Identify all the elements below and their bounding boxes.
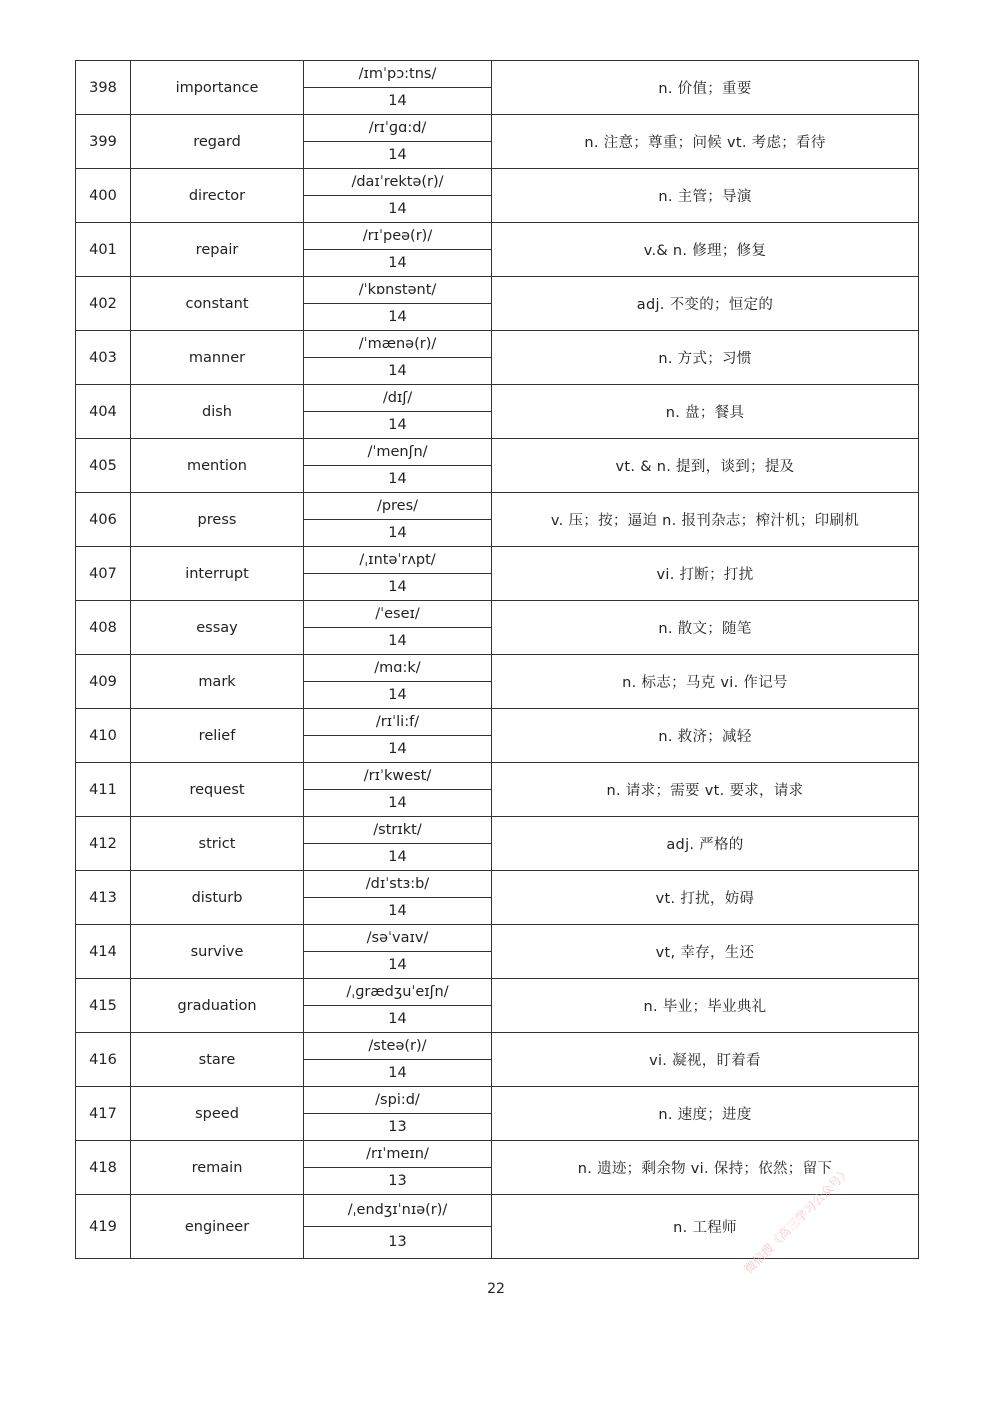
vocab-row <box>76 223 919 250</box>
entry-phonetic: /dɪˈstɜ:b/ <box>304 871 492 898</box>
entry-phonetic: /ˌɪntəˈrʌpt/ <box>304 547 492 574</box>
entry-phonetic: /strɪkt/ <box>304 817 492 844</box>
entry-meaning: n. 请求；需要 vt. 要求，请求 <box>492 763 919 817</box>
vocabulary-table <box>75 60 919 1259</box>
entry-phonetic: /səˈvaɪv/ <box>304 925 492 952</box>
entry-phonetic: /mɑ:k/ <box>304 655 492 682</box>
entry-phonetic: /ɪmˈpɔ:tns/ <box>304 61 492 88</box>
entry-meaning: n. 遗迹；剩余物 vi. 保持；依然；留下 <box>492 1141 919 1195</box>
entry-frequency: 14 <box>304 466 492 493</box>
entry-word: mark <box>131 655 304 709</box>
entry-number: 401 <box>76 223 131 277</box>
entry-word: press <box>131 493 304 547</box>
entry-phonetic: /ˌɡrædʒuˈeɪʃn/ <box>304 979 492 1006</box>
entry-frequency: 14 <box>304 1060 492 1087</box>
vocab-row <box>76 439 919 466</box>
entry-word: importance <box>131 61 304 115</box>
entry-number: 404 <box>76 385 131 439</box>
entry-word: repair <box>131 223 304 277</box>
entry-frequency: 14 <box>304 898 492 925</box>
vocab-row <box>76 169 919 196</box>
entry-word: relief <box>131 709 304 763</box>
entry-frequency: 14 <box>304 304 492 331</box>
vocab-row <box>76 331 919 358</box>
entry-phonetic: /daɪˈrektə(r)/ <box>304 169 492 196</box>
entry-number: 398 <box>76 61 131 115</box>
entry-number: 412 <box>76 817 131 871</box>
entry-frequency: 14 <box>304 628 492 655</box>
entry-number: 406 <box>76 493 131 547</box>
entry-meaning: vi. 打断；打扰 <box>492 547 919 601</box>
vocab-row <box>76 979 919 1006</box>
entry-meaning: adj. 严格的 <box>492 817 919 871</box>
entry-meaning: n. 救济；减轻 <box>492 709 919 763</box>
watermark: 微信搜《高三学习公众号》 <box>741 1164 854 1277</box>
entry-number: 410 <box>76 709 131 763</box>
entry-word: speed <box>131 1087 304 1141</box>
entry-word: interrupt <box>131 547 304 601</box>
entry-frequency: 13 <box>304 1168 492 1195</box>
entry-phonetic: /ˌendʒɪˈnɪə(r)/ <box>304 1195 492 1227</box>
entry-number: 411 <box>76 763 131 817</box>
entry-number: 408 <box>76 601 131 655</box>
entry-meaning: n. 注意；尊重；问候 vt. 考虑；看待 <box>492 115 919 169</box>
entry-frequency: 14 <box>304 88 492 115</box>
vocab-row <box>76 61 919 88</box>
entry-phonetic: /ˈeseɪ/ <box>304 601 492 628</box>
entry-meaning: v.& n. 修理；修复 <box>492 223 919 277</box>
entry-number: 415 <box>76 979 131 1033</box>
entry-number: 414 <box>76 925 131 979</box>
entry-phonetic: /rɪˈli:f/ <box>304 709 492 736</box>
entry-number: 416 <box>76 1033 131 1087</box>
entry-meaning: n. 标志；马克 vi. 作记号 <box>492 655 919 709</box>
entry-frequency: 14 <box>304 412 492 439</box>
entry-frequency: 14 <box>304 952 492 979</box>
entry-phonetic: /dɪʃ/ <box>304 385 492 412</box>
entry-phonetic: /ˈkɒnstənt/ <box>304 277 492 304</box>
entry-frequency: 14 <box>304 520 492 547</box>
entry-meaning: v. 压；按；逼迫 n. 报刊杂志；榨汁机；印刷机 <box>492 493 919 547</box>
vocab-row <box>76 277 919 304</box>
entry-word: director <box>131 169 304 223</box>
vocab-row <box>76 655 919 682</box>
entry-meaning: n. 毕业；毕业典礼 <box>492 979 919 1033</box>
entry-number: 413 <box>76 871 131 925</box>
vocab-row <box>76 547 919 574</box>
entry-word: manner <box>131 331 304 385</box>
entry-frequency: 14 <box>304 142 492 169</box>
entry-word: request <box>131 763 304 817</box>
vocab-row <box>76 493 919 520</box>
entry-meaning: n. 盘；餐具 <box>492 385 919 439</box>
entry-phonetic: /pres/ <box>304 493 492 520</box>
vocab-row <box>76 1033 919 1060</box>
entry-word: essay <box>131 601 304 655</box>
vocab-row <box>76 1087 919 1114</box>
entry-phonetic: /spi:d/ <box>304 1087 492 1114</box>
entry-meaning: n. 价值；重要 <box>492 61 919 115</box>
entry-frequency: 14 <box>304 844 492 871</box>
entry-phonetic: /ˈmænə(r)/ <box>304 331 492 358</box>
vocabulary-table-body <box>76 61 919 1259</box>
entry-phonetic: /rɪˈpeə(r)/ <box>304 223 492 250</box>
entry-frequency: 14 <box>304 196 492 223</box>
entry-number: 407 <box>76 547 131 601</box>
entry-meaning: n. 散文；随笔 <box>492 601 919 655</box>
entry-frequency: 14 <box>304 1006 492 1033</box>
entry-frequency: 13 <box>304 1227 492 1259</box>
vocab-row <box>76 115 919 142</box>
vocab-row <box>76 763 919 790</box>
entry-word: remain <box>131 1141 304 1195</box>
entry-word: constant <box>131 277 304 331</box>
page-number: 22 <box>487 1281 505 1297</box>
vocab-row <box>76 709 919 736</box>
entry-word: mention <box>131 439 304 493</box>
entry-meaning: vt, 幸存，生还 <box>492 925 919 979</box>
entry-meaning: vt. 打扰，妨碍 <box>492 871 919 925</box>
entry-number: 417 <box>76 1087 131 1141</box>
entry-phonetic: /rɪˈkwest/ <box>304 763 492 790</box>
vocab-row <box>76 385 919 412</box>
vocab-row <box>76 925 919 952</box>
entry-frequency: 14 <box>304 790 492 817</box>
entry-number: 400 <box>76 169 131 223</box>
entry-meaning: n. 工程师 <box>492 1195 919 1259</box>
entry-number: 409 <box>76 655 131 709</box>
entry-word: dish <box>131 385 304 439</box>
entry-number: 399 <box>76 115 131 169</box>
entry-meaning: n. 方式；习惯 <box>492 331 919 385</box>
entry-frequency: 14 <box>304 250 492 277</box>
entry-meaning: n. 主管；导演 <box>492 169 919 223</box>
entry-word: graduation <box>131 979 304 1033</box>
entry-meaning: adj. 不变的；恒定的 <box>492 277 919 331</box>
entry-phonetic: /rɪˈmeɪn/ <box>304 1141 492 1168</box>
entry-word: survive <box>131 925 304 979</box>
entry-frequency: 14 <box>304 574 492 601</box>
entry-phonetic: /rɪˈɡɑ:d/ <box>304 115 492 142</box>
entry-word: regard <box>131 115 304 169</box>
entry-phonetic: /steə(r)/ <box>304 1033 492 1060</box>
entry-word: stare <box>131 1033 304 1087</box>
entry-meaning: vi. 凝视，盯着看 <box>492 1033 919 1087</box>
entry-number: 419 <box>76 1195 131 1259</box>
entry-frequency: 13 <box>304 1114 492 1141</box>
entry-meaning: n. 速度；进度 <box>492 1087 919 1141</box>
entry-phonetic: /ˈmenʃn/ <box>304 439 492 466</box>
entry-word: disturb <box>131 871 304 925</box>
entry-number: 402 <box>76 277 131 331</box>
vocab-row <box>76 601 919 628</box>
entry-word: engineer <box>131 1195 304 1259</box>
entry-frequency: 14 <box>304 358 492 385</box>
entry-frequency: 14 <box>304 736 492 763</box>
vocab-row <box>76 817 919 844</box>
entry-number: 405 <box>76 439 131 493</box>
entry-frequency: 14 <box>304 682 492 709</box>
entry-number: 403 <box>76 331 131 385</box>
entry-number: 418 <box>76 1141 131 1195</box>
vocab-row <box>76 871 919 898</box>
entry-word: strict <box>131 817 304 871</box>
vocab-row <box>76 1141 919 1168</box>
entry-meaning: vt. & n. 提到，谈到；提及 <box>492 439 919 493</box>
